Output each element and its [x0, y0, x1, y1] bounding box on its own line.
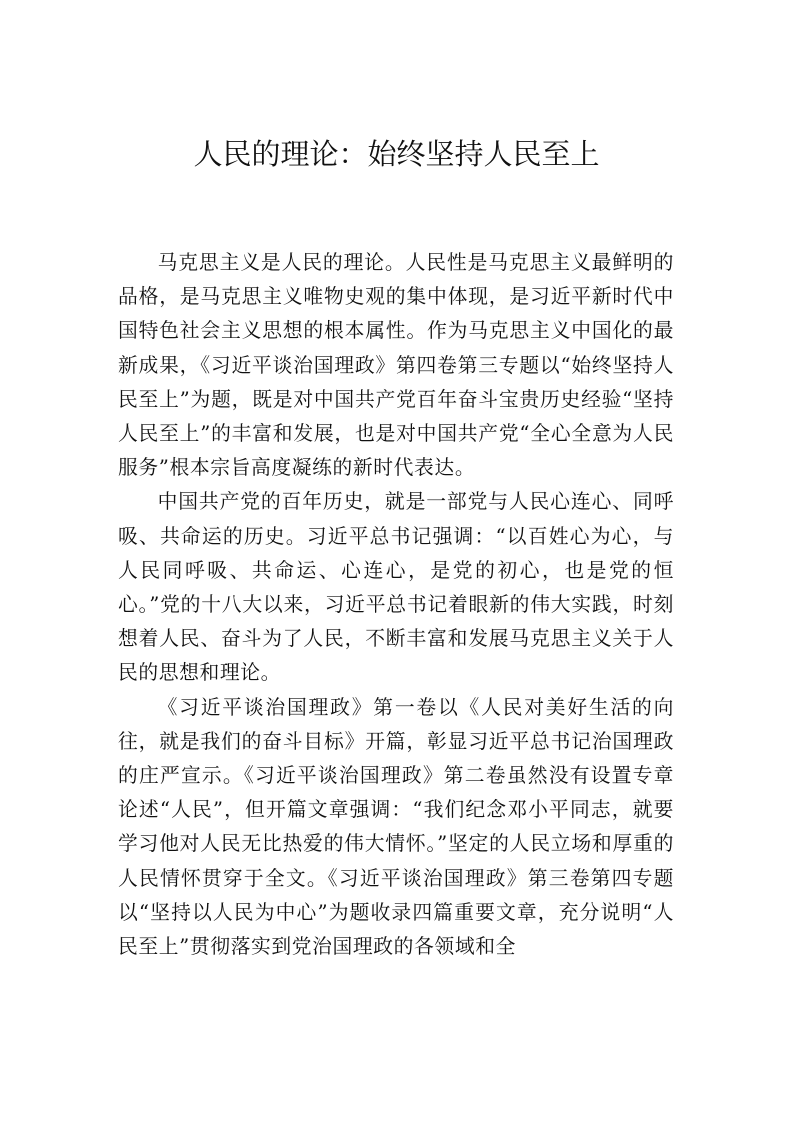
paragraph: 《习近平谈治国理政》第一卷以《人民对美好生活的向往，就是我们的奋斗目标》开篇，彰显习近平总书记治国理政的庄严宣示。《习近平谈治国理政》第二卷虽然没有设置专章论述“人民”，但开篇文章强调：“我们纪念邓小平同志，就要学习他对人民无比热爱的伟大情怀。”坚定的人民立场和厚重的人民情怀贯穿于全文。《习近平谈治国理政》第三卷第四专题以“坚持以人民为中心”为题收录四篇重要文章，充分说明“人民至上”贯彻落实到党治国理政的各领域和全: [118, 695, 674, 959]
document-body: [118, 246, 674, 964]
paragraph: 马克思主义是人民的理论。人民性是马克思主义最鲜明的品格，是马克思主义唯物史观的集中体现，是习近平新时代中国特色社会主义思想的根本属性。作为马克思主义中国化的最新成果，《习近平谈治国理政》第四卷第三专题以“始终坚持人民至上”为题，既是对中国共产党百年奋斗宝贵历史经验“坚持人民至上”的丰富和发展，也是对中国共产党“全心全意为人民服务”根本宗旨高度凝练的新时代表达。: [118, 251, 674, 480]
paragraph: 中国共产党的百年历史，就是一部党与人民心连心、同呼吸、共命运的历史。习近平总书记强调：“以百姓心为心，与人民同呼吸、共命运、心连心，是党的初心，也是党的恒心。”党的十八大以来，习近平总书记着眼新的伟大实践，时刻想着人民、奋斗为了人民，不断丰富和发展马克思主义关于人民的思想和理论。: [118, 490, 674, 685]
document-title: 人民的理论：始终坚持人民至上: [193, 137, 600, 171]
